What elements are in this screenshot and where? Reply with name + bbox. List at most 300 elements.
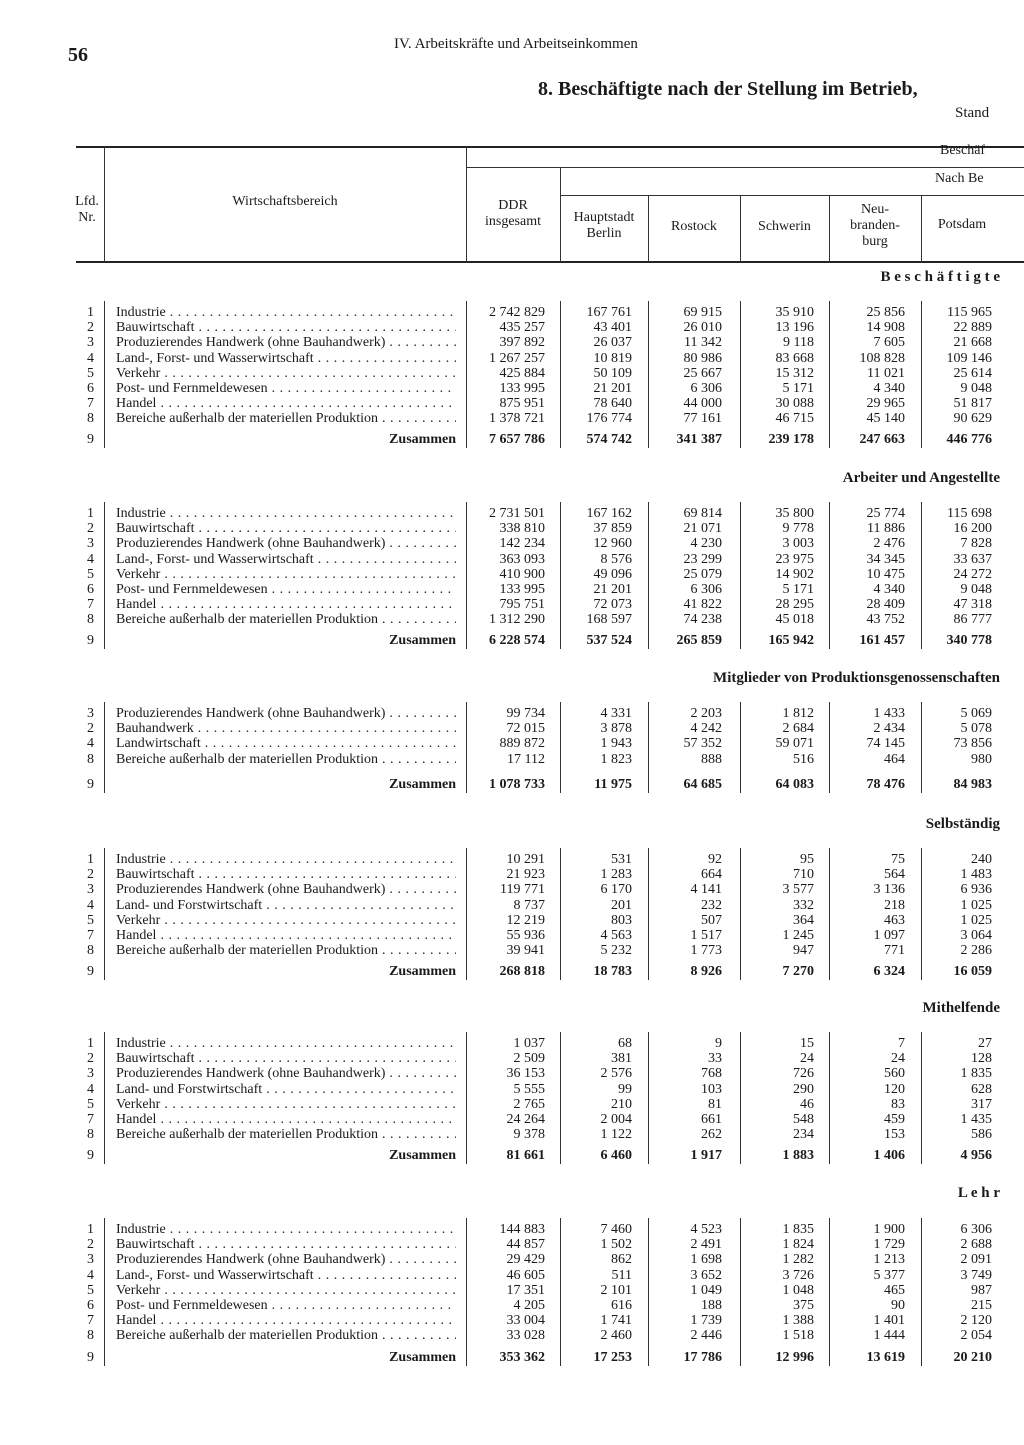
cell-value: 4 563 [600,928,632,943]
cell-value: 3 003 [782,536,814,551]
table-row [0,1112,1024,1127]
cell-value: 21 201 [593,381,632,396]
cell-value: 74 145 [866,736,905,751]
cell-value: 57 352 [683,736,722,751]
cell-value: 8 737 [513,898,545,913]
cell-value: 1 483 [960,867,992,882]
cell-value: 628 [971,1082,992,1097]
cell-value: 4 205 [513,1298,545,1313]
row-label: Bauwirtschaft . . . [116,1051,456,1066]
table-row [0,335,1024,350]
cell-value: 465 [884,1283,905,1298]
cell-value: 167 761 [586,305,632,320]
cell-value: 463 [884,913,905,928]
cell-value: 987 [971,1283,992,1298]
cell-value: 43 752 [866,612,905,627]
stand-label: Stand [955,105,990,121]
cell-value: 1 835 [960,1066,992,1081]
cell-value: 41 822 [683,597,722,612]
cell-value: 2 120 [960,1313,992,1328]
cell-value: 7 [898,1036,905,1051]
row-number: 6 [87,1298,94,1313]
cell-value: 4 340 [873,381,905,396]
row-label: Industrie . . . [116,506,456,521]
cell-value: 23 299 [683,552,722,567]
table-row [0,1252,1024,1267]
cell-value: 10 475 [866,567,905,582]
cell-value: 3 726 [782,1268,814,1283]
row-number: 5 [87,1283,94,1298]
cell-value: 265 859 [676,633,722,648]
cell-value: 2 576 [600,1066,632,1081]
cell-value: 201 [611,898,632,913]
cell-value: 72 073 [593,597,632,612]
chapter-heading: IV. Arbeitskräfte und Arbeitseinkommen [394,36,638,52]
cell-value: 33 028 [506,1328,545,1343]
row-label: Verkehr . . . [116,913,456,928]
cell-value: 72 015 [506,721,545,736]
cell-value: 69 814 [683,506,722,521]
cell-value: 353 362 [499,1350,545,1365]
cell-value: 15 [800,1036,814,1051]
cell-value: 33 004 [506,1313,545,1328]
cell-value: 1 917 [690,1148,722,1163]
cell-value: 4 141 [690,882,722,897]
cell-value: 6 170 [600,882,632,897]
cell-value: 21 923 [506,867,545,882]
cell-value: 1 835 [782,1222,814,1237]
cell-value: 1 388 [782,1313,814,1328]
cell-value: 1 025 [960,913,992,928]
row-label: Bereiche außerhalb der materiellen Produktion . . . [116,1127,456,1142]
cell-value: 12 996 [775,1350,814,1365]
cell-value: 332 [793,898,814,913]
cell-value: 726 [793,1066,814,1081]
table-row [0,1066,1024,1081]
row-label: Bauwirtschaft . . . [116,867,456,882]
cell-value: 26 037 [593,335,632,350]
table-row [0,736,1024,751]
cell-value: 1 518 [782,1328,814,1343]
cell-value: 397 892 [499,335,545,350]
cell-value: 2 004 [600,1112,632,1127]
cell-value: 661 [701,1112,722,1127]
cell-value: 7 460 [600,1222,632,1237]
cell-value: 2 491 [690,1237,722,1252]
header-wirtschaftsbereich: Wirtschaftsbereich [232,194,338,209]
cell-value: 83 [891,1097,905,1112]
row-label: Verkehr . . . [116,1097,456,1112]
cell-value: 4 956 [960,1148,992,1163]
cell-value: 6 306 [960,1222,992,1237]
row-number: 5 [87,1097,94,1112]
row-number: 4 [87,736,94,751]
row-label: Post- und Fernmeldewesen . . . [116,1298,456,1313]
row-label: Industrie . . . [116,1222,456,1237]
row-number: 7 [87,597,94,612]
cell-value: 215 [971,1298,992,1313]
cell-value: 103 [701,1082,722,1097]
row-number: 9 [87,633,94,648]
cell-value: 888 [701,752,722,767]
cell-value: 59 071 [775,736,814,751]
cell-value: 446 776 [946,432,992,447]
cell-value: 43 401 [593,320,632,335]
table-row [0,521,1024,536]
cell-value: 586 [971,1127,992,1142]
cell-value: 862 [611,1252,632,1267]
cell-value: 317 [971,1097,992,1112]
cell-value: 11 975 [594,777,632,792]
cell-value: 90 629 [953,411,992,426]
table-row [0,867,1024,882]
cell-value: 13 619 [866,1350,905,1365]
cell-value: 1 729 [873,1237,905,1252]
row-label: Bereiche außerhalb der materiellen Produktion . . . [116,943,456,958]
row-label: Industrie . . . [116,1036,456,1051]
cell-value: 803 [611,913,632,928]
cell-value: 16 200 [953,521,992,536]
row-number: 3 [87,882,94,897]
cell-value: 99 [618,1082,632,1097]
table-row [0,898,1024,913]
header-col-rostock: Rostock [671,219,717,234]
row-number: 9 [87,1350,94,1365]
cell-value: 2 286 [960,943,992,958]
table-total-row [0,964,1024,979]
cell-value: 5 232 [600,943,632,958]
cell-value: 37 859 [593,521,632,536]
page-number: 56 [68,44,88,66]
cell-value: 24 [891,1051,905,1066]
cell-value: 1 037 [513,1036,545,1051]
table-row [0,506,1024,521]
table-row [0,381,1024,396]
cell-value: 50 109 [593,366,632,381]
cell-value: 240 [971,852,992,867]
row-label: Bauwirtschaft . . . [116,521,456,536]
cell-value: 17 351 [506,1283,545,1298]
cell-value: 176 774 [586,411,632,426]
cell-value: 1 433 [873,706,905,721]
cell-value: 161 457 [859,633,905,648]
table-row [0,1283,1024,1298]
table-row [0,1097,1024,1112]
cell-value: 516 [793,752,814,767]
cell-value: 1 267 257 [489,351,545,366]
cell-value: 11 886 [867,521,905,536]
table-row [0,552,1024,567]
cell-value: 24 272 [953,567,992,582]
cell-value: 218 [884,898,905,913]
cell-value: 7 828 [960,536,992,551]
cell-value: 5 078 [960,721,992,736]
cell-value: 3 577 [782,882,814,897]
row-number: 5 [87,366,94,381]
cell-value: 167 162 [586,506,632,521]
cell-value: 14 908 [866,320,905,335]
row-number: 9 [87,777,94,792]
cell-value: 25 774 [866,506,905,521]
header-divider [104,146,105,262]
cell-value: 165 942 [768,633,814,648]
cell-value: 22 889 [953,320,992,335]
cell-value: 39 941 [506,943,545,958]
row-number: 1 [87,1222,94,1237]
cell-value: 128 [971,1051,992,1066]
row-label: Handel . . . [116,928,456,943]
cell-value: 5 069 [960,706,992,721]
cell-value: 531 [611,852,632,867]
row-number: 8 [87,411,94,426]
cell-value: 2 688 [960,1237,992,1252]
cell-value: 410 900 [499,567,545,582]
cell-value: 33 637 [953,552,992,567]
cell-value: 1 741 [600,1313,632,1328]
row-label: Produzierendes Handwerk (ohne Bauhandwerk) . . . [116,1066,456,1081]
cell-value: 710 [793,867,814,882]
cell-value: 33 [708,1051,722,1066]
cell-value: 20 210 [953,1350,992,1365]
row-label: Land- und Forstwirtschaft . . . [116,1082,456,1097]
cell-value: 239 178 [768,432,814,447]
row-label: Bereiche außerhalb der materiellen Produktion . . . [116,411,456,426]
cell-value: 23 975 [775,552,814,567]
table-row [0,536,1024,551]
row-label: Bereiche außerhalb der materiellen Produktion . . . [116,612,456,627]
cell-value: 6 306 [690,582,722,597]
table-row [0,396,1024,411]
row-label: Industrie . . . [116,852,456,867]
cell-value: 1 900 [873,1222,905,1237]
cell-value: 262 [701,1127,722,1142]
cell-value: 435 257 [499,320,545,335]
cell-value: 9 [715,1036,722,1051]
cell-value: 119 771 [500,882,545,897]
row-number: 3 [87,536,94,551]
cell-value: 1 812 [782,706,814,721]
cell-value: 1 406 [873,1148,905,1163]
cell-value: 425 884 [499,366,545,381]
cell-value: 3 136 [873,882,905,897]
row-label: Handel . . . [116,597,456,612]
cell-value: 18 783 [593,964,632,979]
cell-value: 2 476 [873,536,905,551]
row-number: 3 [87,706,94,721]
cell-value: 44 857 [506,1237,545,1252]
cell-value: 8 576 [600,552,632,567]
table-row [0,943,1024,958]
row-label: Industrie . . . [116,305,456,320]
cell-value: 24 [800,1051,814,1066]
cell-value: 1 048 [782,1283,814,1298]
row-number: 6 [87,381,94,396]
cell-value: 9 378 [513,1127,545,1142]
row-number: 3 [87,1066,94,1081]
cell-value: 5 377 [873,1268,905,1283]
table-row [0,882,1024,897]
cell-value: 64 083 [775,777,814,792]
row-number: 8 [87,1328,94,1343]
table-total-row [0,432,1024,447]
section-title: B e s c h ä f t i g t e [880,269,1000,285]
cell-value: 3 064 [960,928,992,943]
cell-value: 17 253 [593,1350,632,1365]
cell-value: 616 [611,1298,632,1313]
cell-value: 86 777 [953,612,992,627]
table-row [0,582,1024,597]
table-row [0,366,1024,381]
cell-value: 564 [884,867,905,882]
row-number: 2 [87,1237,94,1252]
row-label: Produzierendes Handwerk (ohne Bauhandwerk) . . . [116,882,456,897]
row-label: Bereiche außerhalb der materiellen Produktion . . . [116,752,456,767]
row-label: Verkehr . . . [116,366,456,381]
table-total-row [0,777,1024,792]
cell-value: 1 283 [600,867,632,882]
section-title: Arbeiter und Angestellte [842,470,1000,486]
total-label: Zusammen [389,432,456,447]
header-bottom-rule [76,261,1024,263]
cell-value: 1 078 733 [489,777,545,792]
cell-value: 574 742 [586,432,632,447]
cell-value: 1 444 [873,1328,905,1343]
cell-value: 28 295 [775,597,814,612]
cell-value: 25 079 [683,567,722,582]
cell-value: 7 270 [782,964,814,979]
row-label: Produzierendes Handwerk (ohne Bauhandwerk) . . . [116,536,456,551]
row-number: 2 [87,867,94,882]
total-label: Zusammen [389,964,456,979]
table-row [0,1298,1024,1313]
cell-value: 1 025 [960,898,992,913]
row-number: 8 [87,943,94,958]
cell-value: 560 [884,1066,905,1081]
cell-value: 49 096 [593,567,632,582]
cell-value: 1 282 [782,1252,814,1267]
cell-value: 133 995 [499,381,545,396]
cell-value: 45 018 [775,612,814,627]
cell-value: 8 926 [690,964,722,979]
cell-value: 1 823 [600,752,632,767]
cell-value: 29 965 [866,396,905,411]
cell-value: 2 742 829 [489,305,545,320]
row-number: 8 [87,612,94,627]
cell-value: 268 818 [499,964,545,979]
cell-value: 7 605 [873,335,905,350]
cell-value: 5 555 [513,1082,545,1097]
cell-value: 188 [701,1298,722,1313]
cell-value: 1 401 [873,1313,905,1328]
cell-value: 1 739 [690,1313,722,1328]
cell-value: 1 773 [690,943,722,958]
row-number: 4 [87,552,94,567]
cell-value: 340 778 [946,633,992,648]
table-row [0,1036,1024,1051]
table-total-row [0,633,1024,648]
row-label: Bauwirtschaft . . . [116,320,456,335]
cell-value: 4 331 [600,706,632,721]
row-number: 7 [87,396,94,411]
header-col-ddr: DDR insgesamt [485,198,541,229]
cell-value: 77 161 [683,411,722,426]
cell-value: 768 [701,1066,722,1081]
row-label: Produzierendes Handwerk (ohne Bauhandwerk) . . . [116,1252,456,1267]
section-title: Mithelfende [922,1000,1000,1016]
cell-value: 30 088 [775,396,814,411]
table-row [0,1268,1024,1283]
cell-value: 1 698 [690,1252,722,1267]
cell-value: 1 824 [782,1237,814,1252]
row-label: Handel . . . [116,1313,456,1328]
row-number: 1 [87,305,94,320]
table-row [0,411,1024,426]
row-label: Post- und Fernmeldewesen . . . [116,582,456,597]
cell-value: 26 010 [683,320,722,335]
cell-value: 2 446 [690,1328,722,1343]
cell-value: 144 883 [499,1222,545,1237]
total-label: Zusammen [389,777,456,792]
cell-value: 9 118 [783,335,814,350]
row-label: Post- und Fernmeldewesen . . . [116,381,456,396]
cell-value: 3 878 [600,721,632,736]
row-label: Bereiche außerhalb der materiellen Produktion . . . [116,1328,456,1343]
cell-value: 795 751 [499,597,545,612]
row-label: Handel . . . [116,396,456,411]
cell-value: 13 196 [775,320,814,335]
table-row [0,913,1024,928]
row-number: 4 [87,351,94,366]
cell-value: 2 765 [513,1097,545,1112]
cell-value: 115 698 [947,506,992,521]
table-row [0,1051,1024,1066]
cell-value: 83 668 [775,351,814,366]
cell-value: 35 910 [775,305,814,320]
cell-value: 108 828 [859,351,905,366]
cell-value: 142 234 [499,536,545,551]
row-number: 2 [87,521,94,536]
table-row [0,721,1024,736]
header-col-berlin: Hauptstadt Berlin [573,210,635,241]
cell-value: 69 915 [683,305,722,320]
row-label: Verkehr . . . [116,567,456,582]
cell-value: 81 661 [506,1148,545,1163]
cell-value: 17 112 [507,752,545,767]
cell-value: 537 524 [586,633,632,648]
cell-value: 2 101 [600,1283,632,1298]
row-number: 2 [87,721,94,736]
row-label: Produzierendes Handwerk (ohne Bauhandwerk) . . . [116,706,456,721]
cell-value: 109 146 [946,351,992,366]
cell-value: 55 936 [506,928,545,943]
row-label: Produzierendes Handwerk (ohne Bauhandwerk) . . . [116,335,456,350]
cell-value: 168 597 [586,612,632,627]
cell-value: 120 [884,1082,905,1097]
cell-value: 14 902 [775,567,814,582]
cell-value: 1 213 [873,1252,905,1267]
row-label: Handel . . . [116,1112,456,1127]
cell-value: 84 983 [953,777,992,792]
cell-value: 247 663 [859,432,905,447]
cell-value: 45 140 [866,411,905,426]
row-number: 8 [87,752,94,767]
row-number: 8 [87,1127,94,1142]
cell-value: 92 [708,852,722,867]
row-label: Land-, Forst- und Wasserwirtschaft . . . [116,1268,456,1283]
header-lfd-nr: Lfd. Nr. [75,194,99,225]
row-number: 5 [87,567,94,582]
cell-value: 95 [800,852,814,867]
